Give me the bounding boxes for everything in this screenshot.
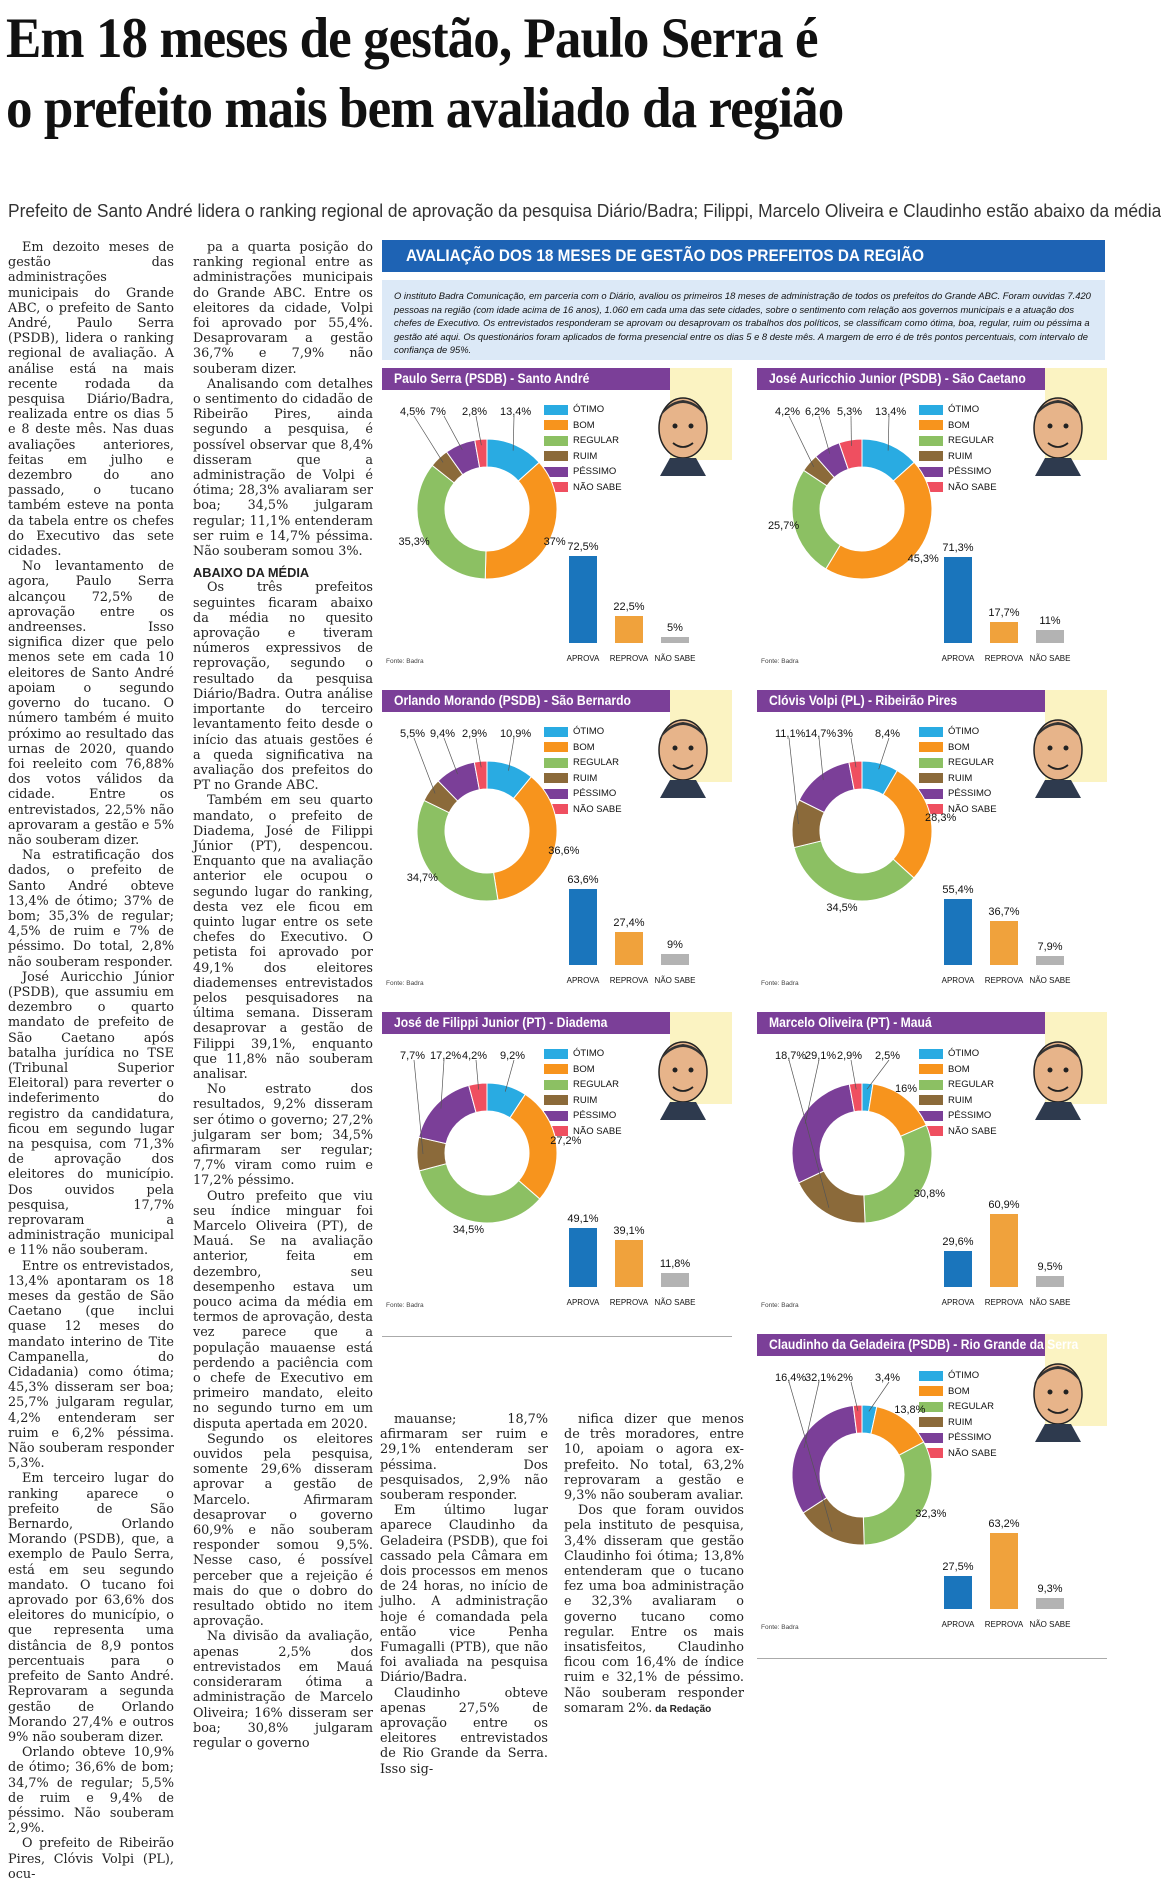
headline-line-1: Em 18 meses de gestão, Paulo Serra é [6,4,1036,74]
slice-label: 2,5% [875,1050,900,1062]
legend-label: BOM [948,1386,970,1397]
legend-label: RUIM [948,773,972,784]
approval-bar [615,1240,643,1287]
bar-category-label: REPROVA [604,976,654,985]
legend-label: PÉSSIMO [948,1110,991,1121]
legend-label: NÃO SABE [573,804,622,815]
slice-label: 2,9% [462,728,487,740]
approval-bar [990,1533,1018,1609]
approval-bar [990,1214,1018,1287]
slice-label: 5,3% [837,406,862,418]
approval-bar [615,932,643,965]
chart-source: Fonte: Badra [761,980,799,987]
bar-category-label: NÃO SABE [650,1298,700,1307]
chart-source: Fonte: Badra [761,658,799,665]
article-paragraph: Dos que foram ouvidos pela instituto de pesquisa, 3,4% disseram que gestão Claudinho foi ótima; 13,8% entenderam que o tucano fez uma boa administração e 32,3% avaliaram o governo tucano como regular. Entre os mais insatisfeitos, Claudinho ficou com 16,4% de índice ruim e 32,1% de péssimo. Não souberam responder somaram 2%. da Redação [564,1503,744,1717]
approval-bar [1036,1276,1064,1287]
legend-label: BOM [573,742,595,753]
slice-label: 13,8% [894,1404,925,1416]
legend-label: NÃO SABE [948,1126,997,1137]
article-paragraph: Também em seu quarto mandato, o prefeito de Diadema, José de Filippi Júnior (PT), despencou. Enquanto que na avaliação anterior ele ocupou o segundo lugar do ranking, desta vez ele ficou em quinto lugar entre os sete chefes do Executivo. O petista foi aprovado por 49,1% dos eleitores diademenses entrevistados pelos pesquisadores na última semana. Disseram desaprovar a gestão de Filippi 39,1%, enquanto que 11,8% não souberam analisar. [193,793,373,1082]
bar-value-label: 60,9% [979,1199,1029,1211]
bar-value-label: 17,7% [979,607,1029,619]
bar-value-label: 11,8% [650,1258,700,1270]
legend-label: RUIM [573,1095,597,1106]
bar-category-label: APROVA [558,976,608,985]
legend-label: ÓTIMO [573,404,604,415]
bar-value-label: 63,6% [558,874,608,886]
slice-label: 5,5% [400,728,425,740]
legend-label: PÉSSIMO [573,466,616,477]
donut-slice [419,1164,539,1223]
bar-category-label: NÃO SABE [1025,1620,1075,1629]
leader-line [414,738,435,794]
article-column-3 [380,1412,548,1732]
caricature-illustration [640,388,726,476]
slice-label: 7% [430,406,446,418]
bar-category-label: REPROVA [979,1620,1029,1629]
bar-category-label: REPROVA [979,654,1029,663]
chart-panel [757,690,1107,1015]
chart-source: Fonte: Badra [761,1302,799,1309]
legend-swatch [544,727,568,737]
bar-value-label: 9% [650,939,700,951]
article-paragraph: Na estratificação dos dados, o prefeito de Santo André obteve 13,4% de ótimo; 37% de bom; 35,3% de regular; 4,5% de ruim e 7% de péssimo. Do total, 2,8% não souberam responder. [8,848,174,970]
slice-label: 28,3% [925,812,956,824]
bar-category-label: REPROVA [979,976,1029,985]
chart-panel [757,1012,1107,1337]
legend-label: PÉSSIMO [573,788,616,799]
approval-bar [615,616,643,643]
donut-slice [417,465,486,579]
approval-bar [990,622,1018,643]
approval-bar [661,954,689,965]
leader-line [819,416,830,454]
caricature-illustration [1015,710,1101,798]
chart-title-text: Orlando Morando (PSDB) - São Bernardo [394,693,631,708]
legend-label: REGULAR [573,1079,619,1090]
donut-slice [864,1125,932,1223]
approval-bar-chart [557,533,687,663]
legend-label: ÓTIMO [573,726,604,737]
legend-label: BOM [948,1064,970,1075]
bar-value-label: 9,3% [1025,1583,1075,1595]
bar-category-label: NÃO SABE [1025,654,1075,663]
slice-label: 30,8% [914,1188,945,1200]
bar-category-label: REPROVA [604,1298,654,1307]
bar-category-label: APROVA [933,1298,983,1307]
slice-label: 10,9% [500,728,531,740]
bar-value-label: 36,7% [979,906,1029,918]
bar-category-label: NÃO SABE [1025,976,1075,985]
article-paragraph: O prefeito de Ribeirão Pires, Clóvis Volpi (PL), ocu- [8,1836,174,1882]
article-column-1 [8,240,174,1732]
bar-category-label: APROVA [558,654,608,663]
bar-category-label: REPROVA [979,1298,1029,1307]
article-paragraph: No levantamento de agora, Paulo Serra alcançou 72,5% de aprovação entre os andreenses. Isso significa dizer que pelo menos sete em cada 10 eleitores de Santo André apoiam o segundo governo do tucano. O número também é muito próximo ao resultado das urnas de 2020, quando foi reeleito com 76,88% dos votos válidos da cidade. Entre os entrevistados, 22,5% não aprovaram a gestão e 5% não souberam dizer. [8,559,174,848]
slice-label: 36,6% [548,845,579,857]
slice-label: 4,5% [400,406,425,418]
article-paragraph: Na divisão da avaliação, apenas 2,5% dos entrevistados em Mauá consideraram ótima a administração de Marcelo Oliveira; 16% disseram ser boa; 30,8% julgaram regular o governo [193,1629,373,1751]
approval-bar-chart [932,1177,1062,1307]
bar-category-label: APROVA [933,1620,983,1629]
slice-label: 8,4% [875,728,900,740]
approval-bar [1036,630,1064,643]
bar-value-label: 29,6% [933,1236,983,1248]
legend-label: REGULAR [573,435,619,446]
bar-category-label: REPROVA [604,654,654,663]
article-paragraph: Orlando obteve 10,9% de ótimo; 36,6% de bom; 34,7% de regular; 5,5% de ruim e 9,4% de péssimo. Não souberam 2,9%. [8,1745,174,1836]
donut-slice [799,1171,865,1223]
legend-label: RUIM [573,451,597,462]
slice-label: 16% [895,1083,917,1095]
legend-label: PÉSSIMO [948,788,991,799]
chart-panel [757,1334,1107,1659]
leader-line [789,416,814,467]
legend-label: NÃO SABE [573,1126,622,1137]
article-paragraph: Em terceiro lugar do ranking aparece o prefeito de São Bernardo, Orlando Morando (PSDB), que, a exemplo de Paulo Serra, está em seu segundo mandato. O tucano foi aprovado por 63,6% dos eleitores do município, o que representa uma distância de 8,9 pontos percentuais para o prefeito de Santo André. Reprovaram a segunda gestão de Orlando Morando 27,4% e outros 9% não souberam dizer. [8,1471,174,1745]
caricature-illustration [1015,388,1101,476]
approval-bar [944,1576,972,1609]
chart-title [757,1012,1045,1034]
legend-label: NÃO SABE [948,804,997,815]
article-paragraph: Analisando com detalhes o sentimento do cidadão de Ribeirão Pires, ainda segundo a pesquisa, é possível observar que 8,4% disseram que a administração de Volpi é ótima; 28,3% avaliaram ser boa; 34,5% julgaram regular; 11,1% entenderam ser ruim e 14,7% péssima. Não souberam somou 3%. [193,377,373,559]
chart-title [382,368,670,390]
slice-label: 3% [837,728,853,740]
donut-slice [419,1085,476,1143]
legend-item [919,1368,997,1384]
article-column-4 [564,1412,744,1732]
chart-title [757,690,1045,712]
chart-source: Fonte: Badra [761,1624,799,1631]
slice-label: 2,8% [462,406,487,418]
approval-bar [944,1251,972,1287]
chart-source: Fonte: Badra [386,980,424,987]
approval-bar [1036,1598,1064,1609]
caricature-illustration [1015,1354,1101,1442]
slice-label: 25,7% [768,520,799,532]
legend-label: NÃO SABE [948,1448,997,1459]
article-paragraph: Em dezoito meses de gestão das administrações municipais do Grande ABC, o prefeito de Santo André, Paulo Serra (PSDB), lidera o ranking regional de avaliação. A análise está na mais recente rodada da pesquisa Diário/Badra, realizada entre os dias 5 e 8 deste mês. Nas duas avaliações anteriores, feitas em julho e dezembro do ano passado, o tucano também esteve na ponta da tabela entre os chefes do Executivo das sete cidades. [8,240,174,559]
donut-chart [402,1068,572,1238]
article-paragraph: Entre os entrevistados, 13,4% apontaram os 18 meses da gestão de São Caetano (que inclui quase 12 meses do mandato interino de Tite Campanella, do Cidadania) como ótima; 45,3% disseram ser boa; 25,7% julgaram regular, 4,2% entenderam ser ruim e 6,2% péssima. Não souberam responder 5,3%. [8,1259,174,1472]
approval-bar-chart [557,1177,687,1307]
bar-value-label: 27,4% [604,917,654,929]
donut-slice [792,470,840,569]
donut-chart [777,746,947,916]
legend-label: ÓTIMO [948,1048,979,1059]
chart-source: Fonte: Badra [386,1302,424,1309]
legend-label: NÃO SABE [948,482,997,493]
chart-source: Fonte: Badra [386,658,424,665]
chart-panel [757,368,1107,693]
bar-value-label: 9,5% [1025,1261,1075,1273]
bar-category-label: APROVA [558,1298,608,1307]
legend-item [544,1046,622,1062]
bar-value-label: 71,3% [933,542,983,554]
slice-label: 37% [544,536,566,548]
slice-label: 34,5% [453,1224,484,1236]
legend-swatch [919,1049,943,1059]
approval-bar [990,921,1018,965]
donut-slice [417,800,498,901]
approval-bar [661,1273,689,1287]
legend-label: ÓTIMO [948,726,979,737]
article-paragraph: Em último lugar aparece Claudinho da Geladeira (PSDB), que foi cassado pela Câmara em dois processos em menos de 24 horas, no início de julho. A administração hoje é comandada pela então vice Penha Fumagalli (PTB), que não foi avaliada na pesquisa Diário/Badra. [380,1503,548,1685]
slice-label: 32,1% [805,1372,836,1384]
approval-bar-chart [932,1499,1062,1629]
slice-label: 17,2% [430,1050,461,1062]
donut-slice [794,841,914,901]
approval-bar [569,1228,597,1287]
article-paragraph: nifica dizer que menos de três moradores, entre 10, apoiam o agora ex-prefeito. No total, 63,2% reprovaram a gestão e 9,3% não souberam avaliar. [564,1412,744,1503]
slice-label: 7,7% [400,1050,425,1062]
slice-label: 9,2% [500,1050,525,1062]
slice-label: 13,4% [875,406,906,418]
bar-value-label: 72,5% [558,541,608,553]
legend-label: REGULAR [948,435,994,446]
approval-bar-chart [932,533,1062,663]
chart-title [382,1012,670,1034]
bar-value-label: 22,5% [604,601,654,613]
headline-line-2: o prefeito mais bem avaliado da região [6,74,1036,144]
leader-line [444,416,462,450]
donut-slice [863,1442,932,1545]
approval-bar-chart [557,855,687,985]
bar-value-label: 63,2% [979,1518,1029,1530]
leader-line [444,738,458,774]
legend-item [544,402,622,418]
caricature-illustration [1015,1032,1101,1120]
chart-title-text: Claudinho da Geladeira (PSDB) - Rio Grande da Serra [769,1337,1078,1352]
bar-value-label: 5% [650,622,700,634]
approval-bar [944,899,972,965]
slice-label: 18,7% [775,1050,806,1062]
legend-swatch [919,1371,943,1381]
legend-item [544,724,622,740]
article-paragraph: pa a quarta posição do ranking regional entre as administrações municipais do Grande ABC. Entre os eleitores da cidade, Volpi foi aprovado por 55,4%. Desaprovaram a gestão 36,7% e 7,9% não souberam dizer. [193,240,373,377]
infographic-banner: AVALIAÇÃO DOS 18 MESES DE GESTÃO DOS PREFEITOS DA REGIÃO [382,240,1105,272]
approval-bar [569,556,597,643]
legend-label: ÓTIMO [948,1370,979,1381]
donut-chart [402,424,572,594]
bar-value-label: 39,1% [604,1225,654,1237]
approval-bar-chart [932,855,1062,985]
chart-panel [382,690,732,1015]
legend-item [919,402,997,418]
legend-label: REGULAR [948,1401,994,1412]
legend-label: RUIM [573,773,597,784]
legend-swatch [544,405,568,415]
section-heading: ABAIXO DA MÉDIA [193,565,373,580]
bar-category-label: APROVA [933,654,983,663]
legend-label: PÉSSIMO [573,1110,616,1121]
legend-label: BOM [573,420,595,431]
caricature-illustration [640,710,726,798]
slice-label: 14,7% [805,728,836,740]
slice-label: 32,3% [915,1508,946,1520]
chart-title-text: Paulo Serra (PSDB) - Santo André [394,371,589,386]
legend-label: BOM [948,420,970,431]
donut-slice [494,777,557,900]
slice-label: 3,4% [875,1372,900,1384]
infographic-intro: O instituto Badra Comunicação, em parceria com o Diário, avaliou os primeiros 18 meses de administração de todos os prefeitos do Grande ABC. Foram ouvidas 7.420 pessoas na região (com idade acima de 16 anos), 1.060 em cada uma das sete cidades, sobre o sentimento com relação aos governos municipais e a atuação dos chefes de Executivo. Os entrevistados responderam se aprovam ou desaprovam os trabalhos dos políticos, se classificam como ótima, boa, regular, ruim ou péssima a gestão até aqui. Os questionários foram aplicados de forma presencial entre os dias 5 e 8 deste mês. A margem de erro é de três pontos percentuais, com intervalo de confiança de 95%. [382,280,1105,360]
legend-label: PÉSSIMO [948,466,991,477]
byline: da Redação [652,1704,711,1715]
chart-title-text: Clóvis Volpi (PL) - Ribeirão Pires [769,693,957,708]
approval-bar [944,557,972,643]
donut-slice [792,1084,854,1183]
caricature-illustration [640,1032,726,1120]
bar-value-label: 27,5% [933,1561,983,1573]
approval-bar [1036,956,1064,965]
donut-slice [485,462,557,579]
bar-category-label: NÃO SABE [650,976,700,985]
slice-label: 29,1% [805,1050,836,1062]
article-paragraph: Claudinho obteve apenas 27,5% de aprovação entre os eleitores entrevistados de Rio Grande da Serra. Isso sig- [380,1686,548,1777]
article-paragraph: Outro prefeito que viu seu índice minguar foi Marcelo Oliveira (PT), de Mauá. Se na avaliação anterior, feita em dezembro, seu desempenho estava um pouco acima da média em termos de aprovação, desta vez parece que a população mauaense está perdendo a paciência com o chefe de Executivo em primeiro mandato, eleito no segundo turno em um disputa apertada em 2020. [193,1189,373,1432]
bar-value-label: 55,4% [933,884,983,896]
donut-slice [792,1406,857,1513]
donut-chart [777,1068,947,1238]
bar-value-label: 11% [1025,615,1075,627]
legend-item [919,1046,997,1062]
slice-label: 2% [837,1372,853,1384]
legend-swatch [544,1049,568,1059]
chart-panel [382,368,732,693]
legend-label: NÃO SABE [573,482,622,493]
legend-item [919,724,997,740]
approval-bar [661,637,689,643]
article-paragraph: mauanse; 18,7% afirmaram ser ruim e 29,1% entenderam ser péssima. Dos pesquisados, 2,9% não souberam responder. [380,1412,548,1503]
chart-panel [382,1012,732,1337]
slice-label: 11,1% [775,728,805,740]
donut-chart [402,746,572,916]
legend-label: ÓTIMO [573,1048,604,1059]
slice-label: 45,3% [908,553,939,565]
article-column-2 [193,240,373,1732]
bar-category-label: NÃO SABE [1025,1298,1075,1307]
bar-value-label: 49,1% [558,1213,608,1225]
legend-label: BOM [948,742,970,753]
approval-bar [569,889,597,965]
slice-label: 2,9% [837,1050,862,1062]
bar-category-label: NÃO SABE [650,654,700,663]
chart-title [757,1334,1045,1356]
leader-line [414,416,443,462]
subtitle: Prefeito de Santo André lidera o ranking regional de aprovação da pesquisa Diário/Badra; Filippi, Marcelo Oliveira e Claudinho estão abaixo da média [8,200,1048,222]
headline [6,4,1036,144]
article-paragraph: Segundo os eleitores ouvidos pela pesquisa, somente 29,6% disseram aprovar a gestão de Marcelo. Afirmaram desaprovar o governo 60,9% e não souberam responder somou 9,5%. Nesse caso, é possível perceber que a rejeição é mais do que o dobro do resultado obtido no item aprovação. [193,1432,373,1630]
legend-label: RUIM [948,451,972,462]
slice-label: 9,4% [430,728,455,740]
legend-label: REGULAR [948,1079,994,1090]
slice-label: 4,2% [462,1050,487,1062]
legend-label: RUIM [948,1417,972,1428]
chart-title [382,690,670,712]
legend-label: BOM [573,1064,595,1075]
chart-title-text: Marcelo Oliveira (PT) - Mauá [769,1015,932,1030]
legend-label: REGULAR [573,757,619,768]
legend-label: PÉSSIMO [948,1432,991,1443]
slice-label: 4,2% [775,406,800,418]
slice-label: 35,3% [399,536,430,548]
legend-label: RUIM [948,1095,972,1106]
slice-label: 6,2% [805,406,830,418]
bar-category-label: APROVA [933,976,983,985]
legend-swatch [919,727,943,737]
legend-swatch [919,405,943,415]
chart-title [757,368,1045,390]
article-paragraph: José Auricchio Júnior (PSDB), que assumiu em dezembro o quarto mandato de prefeito de São Caetano após batalha jurídica no TSE (Tribunal Superior Eleitoral) para reverter o indeferimento do registro da candidatura, ficou em segundo lugar na pesquisa, com 71,3% de aprovação dos eleitores do município. Dos ouvidos pela pesquisa, 17,7% reprovaram a administração municipal e 11% não souberam. [8,970,174,1259]
slice-label: 16,4% [775,1372,806,1384]
article-paragraph: No estrato dos resultados, 9,2% disseram ser ótimo o governo; 27,2% julgaram ser bom; 34,5% afirmaram ser regular; 7,7% viram como ruim e 17,2% péssimo. [193,1082,373,1188]
slice-label: 13,4% [500,406,531,418]
article-paragraph: Os três prefeitos seguintes ficaram abaixo da média no quesito aprovação e tiveram números expressivos de reprovação, segundo o resultado da pesquisa Diário/Badra. Outra análise importante do terceiro levantamento feito desde o início das atuais gestões é a queda significativa na avaliação dos prefeitos do PT no Grande ABC. [193,580,373,793]
chart-title-text: José Auricchio Junior (PSDB) - São Caetano [769,371,1026,386]
slice-label: 34,5% [826,902,857,914]
legend-label: ÓTIMO [948,404,979,415]
bar-value-label: 7,9% [1025,941,1075,953]
slice-label: 34,7% [407,872,438,884]
legend-label: REGULAR [948,757,994,768]
leader-line [789,738,798,824]
slice-label: 27,2% [550,1135,581,1147]
donut-chart [777,424,947,594]
chart-title-text: José de Filippi Junior (PT) - Diadema [394,1015,607,1030]
